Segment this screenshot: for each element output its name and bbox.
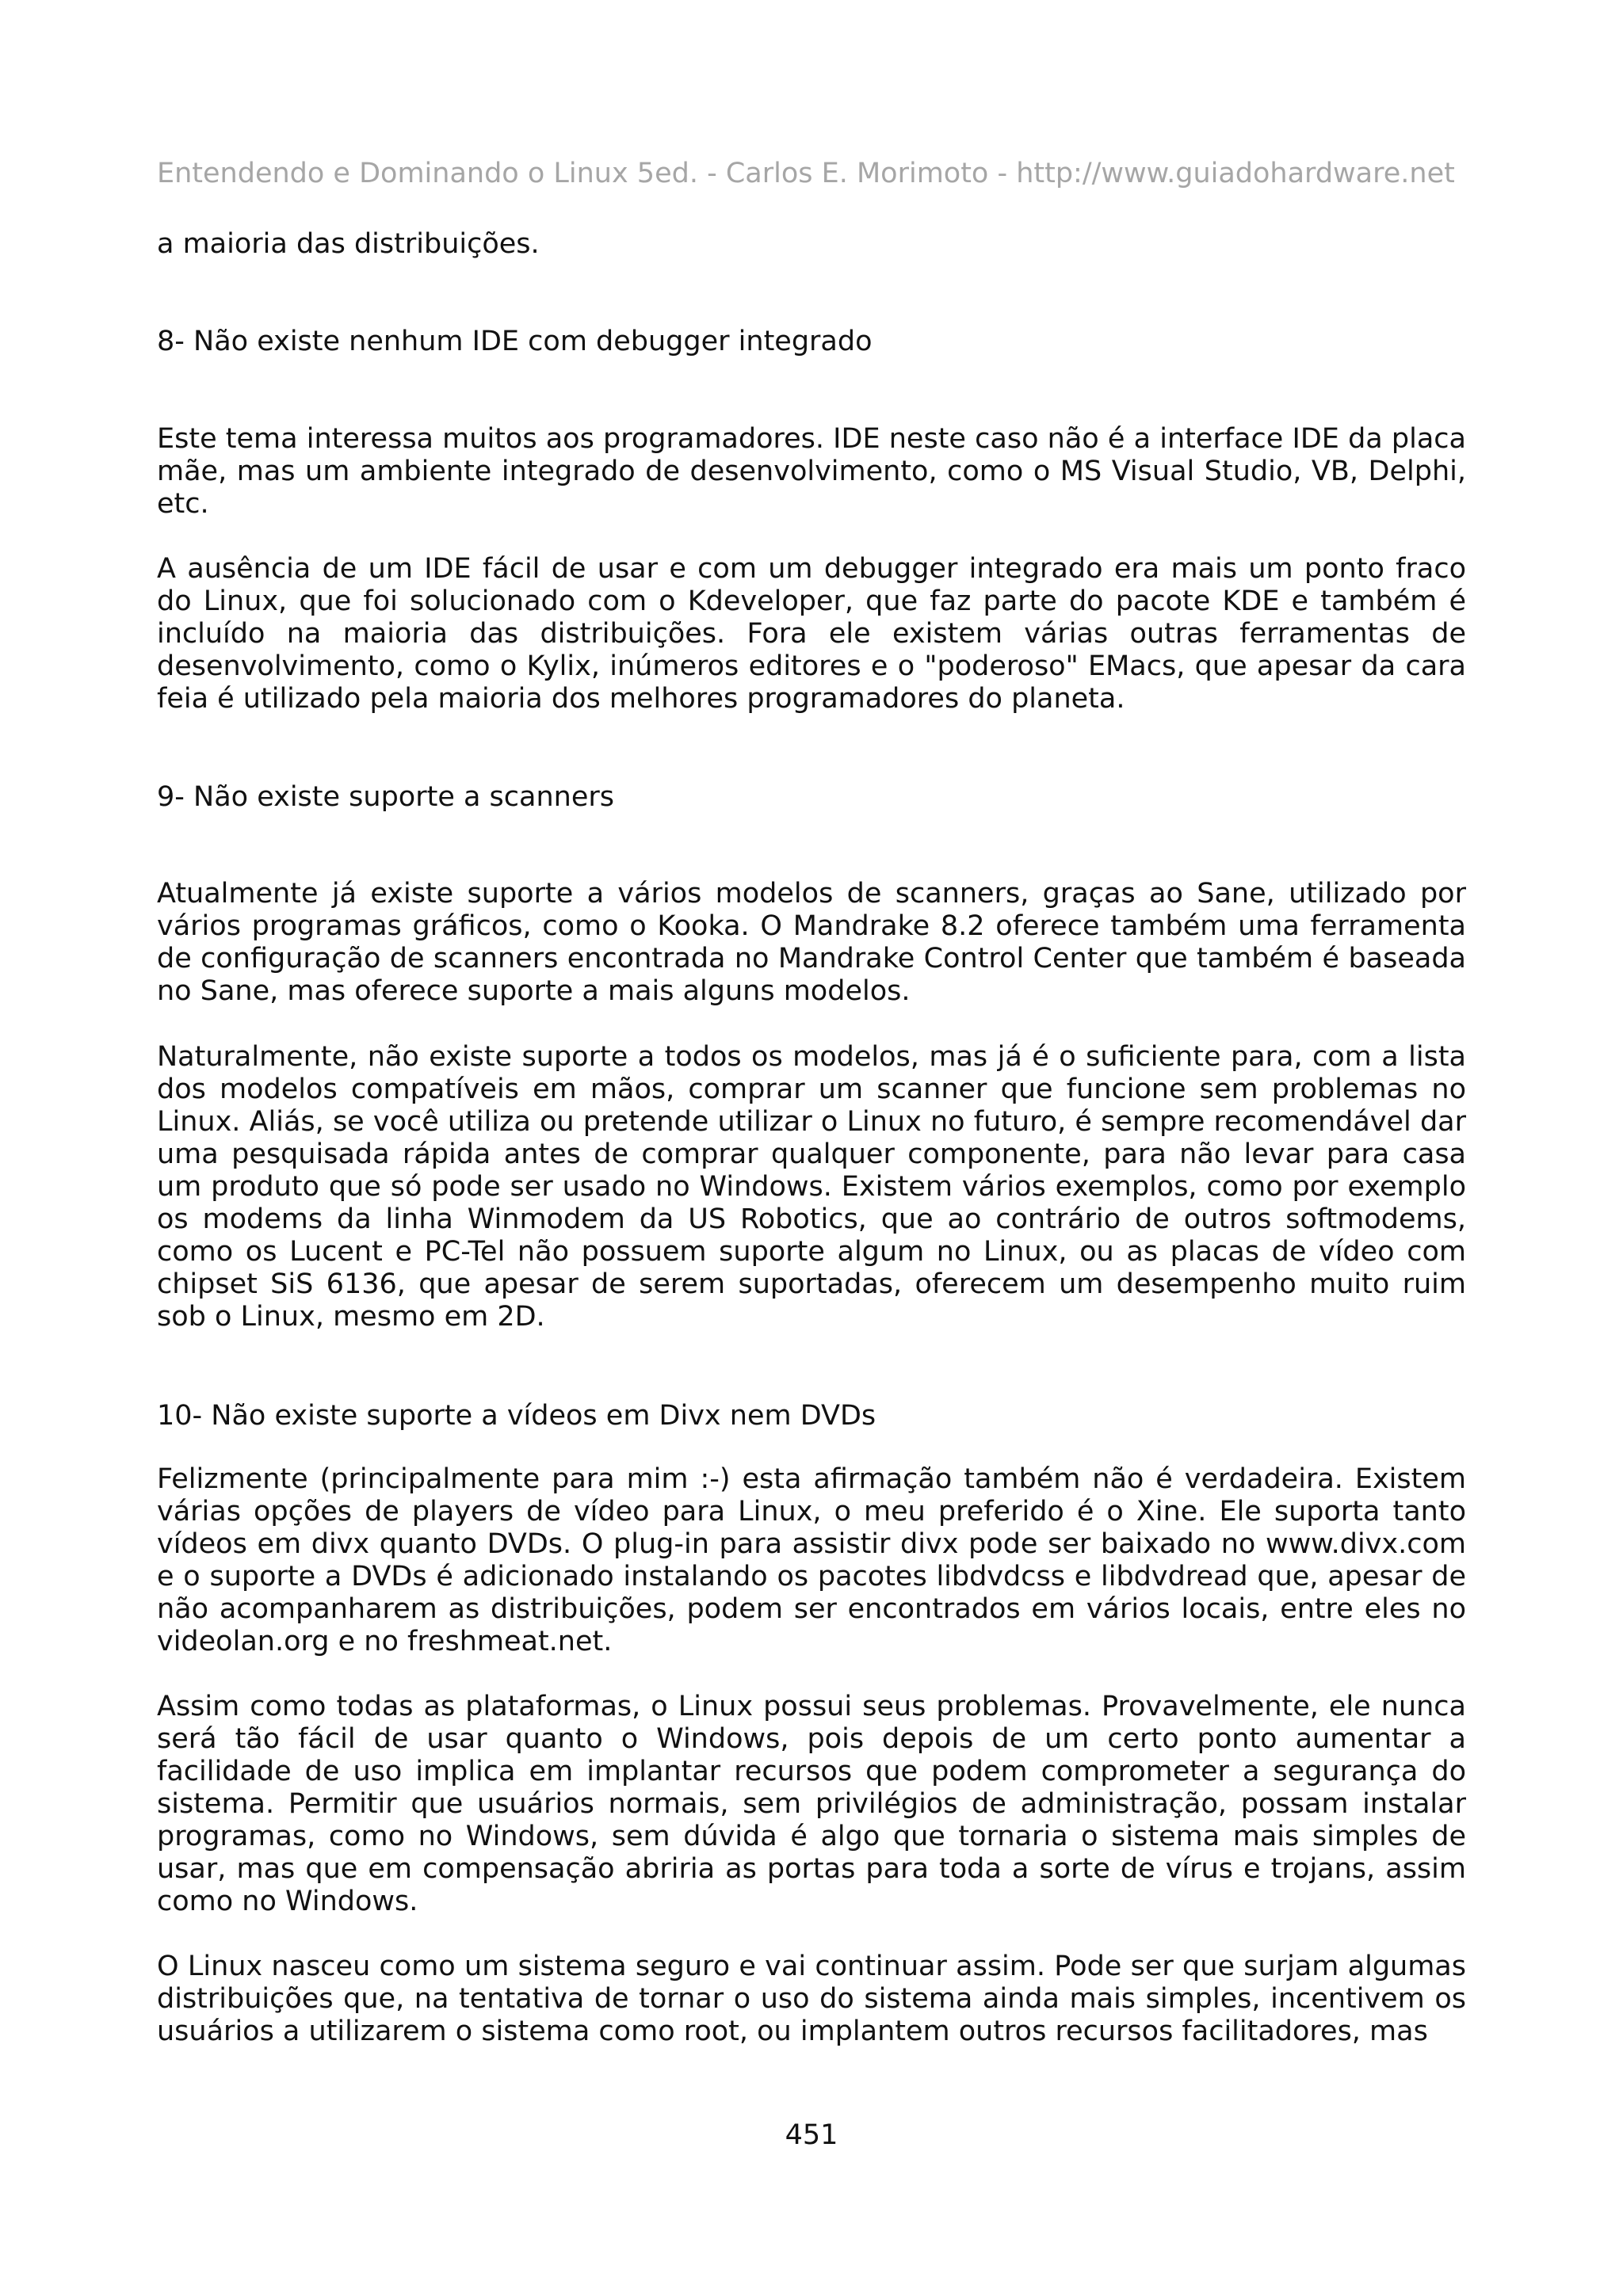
- paragraph: O Linux nasceu como um sistema seguro e vai continuar assim. Pode ser que surjam algumas distribuições que, na tentativa de tornar o uso do sistema ainda mais simples, incentivem os usuários a utilizarem o sistema como root, ou implantem outros recursos facilitadores, mas: [157, 1951, 1466, 2047]
- running-header: Entendendo e Dominando o Linux 5ed. - Carlos E. Morimoto - http://www.guiadohardware.net: [157, 158, 1455, 189]
- paragraph: Felizmente (principalmente para mim :-) esta afirmação também não é verdadeira. Existem várias opções de players de vídeo para Linux, o meu preferido é o Xine. Ele suporta tanto vídeos em divx quanto DVDs. O plug-in para assistir divx pode ser baixado no www.divx.com e o suporte a DVDs é adicionado instalando os pacotes libdvdcss e libdvdread que, apesar de não acompanharem as distribuições, podem ser encontrados em vários locais, entre eles no videolan.org e no freshmeat.net.: [157, 1463, 1466, 1657]
- paragraph: Atualmente já existe suporte a vários modelos de scanners, graças ao Sane, utilizado por vários programas gráficos, como o Kooka. O Mandrake 8.2 oferece também uma ferramenta de configuração de scanners encontrada no Mandrake Control Center que também é baseada no Sane, mas oferece suporte a mais alguns modelos.: [157, 878, 1466, 1007]
- paragraph: Este tema interessa muitos aos programadores. IDE neste caso não é a interface IDE da placa mãe, mas um ambiente integrado de desenvolvimento, como o MS Visual Studio, VB, Delphi, etc.: [157, 423, 1466, 520]
- paragraph-continuation: a maioria das distribuições.: [157, 228, 540, 260]
- paragraph: A ausência de um IDE fácil de usar e com um debugger integrado era mais um ponto fraco do Linux, que foi solucionado com o Kdeveloper, que faz parte do pacote KDE e também é incluído na maioria das distribuições. Fora ele existem várias outras ferramentas de desenvolvimento, como o Kylix, inúmeros editores e o "poderoso" EMacs, que apesar da cara feia é utilizado pela maioria dos melhores programadores do planeta.: [157, 553, 1466, 715]
- section-heading-8: 8- Não existe nenhum IDE com debugger integrado: [157, 326, 873, 357]
- paragraph: Assim como todas as plataformas, o Linux possui seus problemas. Provavelmente, ele nunca será tão fácil de usar quanto o Windows, pois depois de um certo ponto aumentar a facilidade de uso implica em implantar recursos que podem comprometer a segurança do sistema. Permitir que usuários normais, sem privilégios de administração, possam instalar programas, como no Windows, sem dúvida é algo que tornaria o sistema mais simples de usar, mas que em compensação abriria as portas para toda a sorte de vírus e trojans, assim como no Windows.: [157, 1691, 1466, 1917]
- section-heading-10: 10- Não existe suporte a vídeos em Divx nem DVDs: [157, 1400, 876, 1432]
- paragraph: Naturalmente, não existe suporte a todos os modelos, mas já é o suficiente para, com a lista dos modelos compatíveis em mãos, comprar um scanner que funcione sem problemas no Linux. Aliás, se você utiliza ou pretende utilizar o Linux no futuro, é sempre recomendável dar uma pesquisada rápida antes de comprar qualquer componente, para não levar para casa um produto que só pode ser usado no Windows. Existem vários exemplos, como por exemplo os modems da linha Winmodem da US Robotics, que ao contrário de outros softmodems, como os Lucent e PC-Tel não possuem suporte algum no Linux, ou as placas de vídeo com chipset SiS 6136, que apesar de serem suportadas, oferecem um desempenho muito ruim sob o Linux, mesmo em 2D.: [157, 1041, 1466, 1333]
- page-number: 451: [785, 2119, 838, 2151]
- section-heading-9: 9- Não existe suporte a scanners: [157, 781, 615, 813]
